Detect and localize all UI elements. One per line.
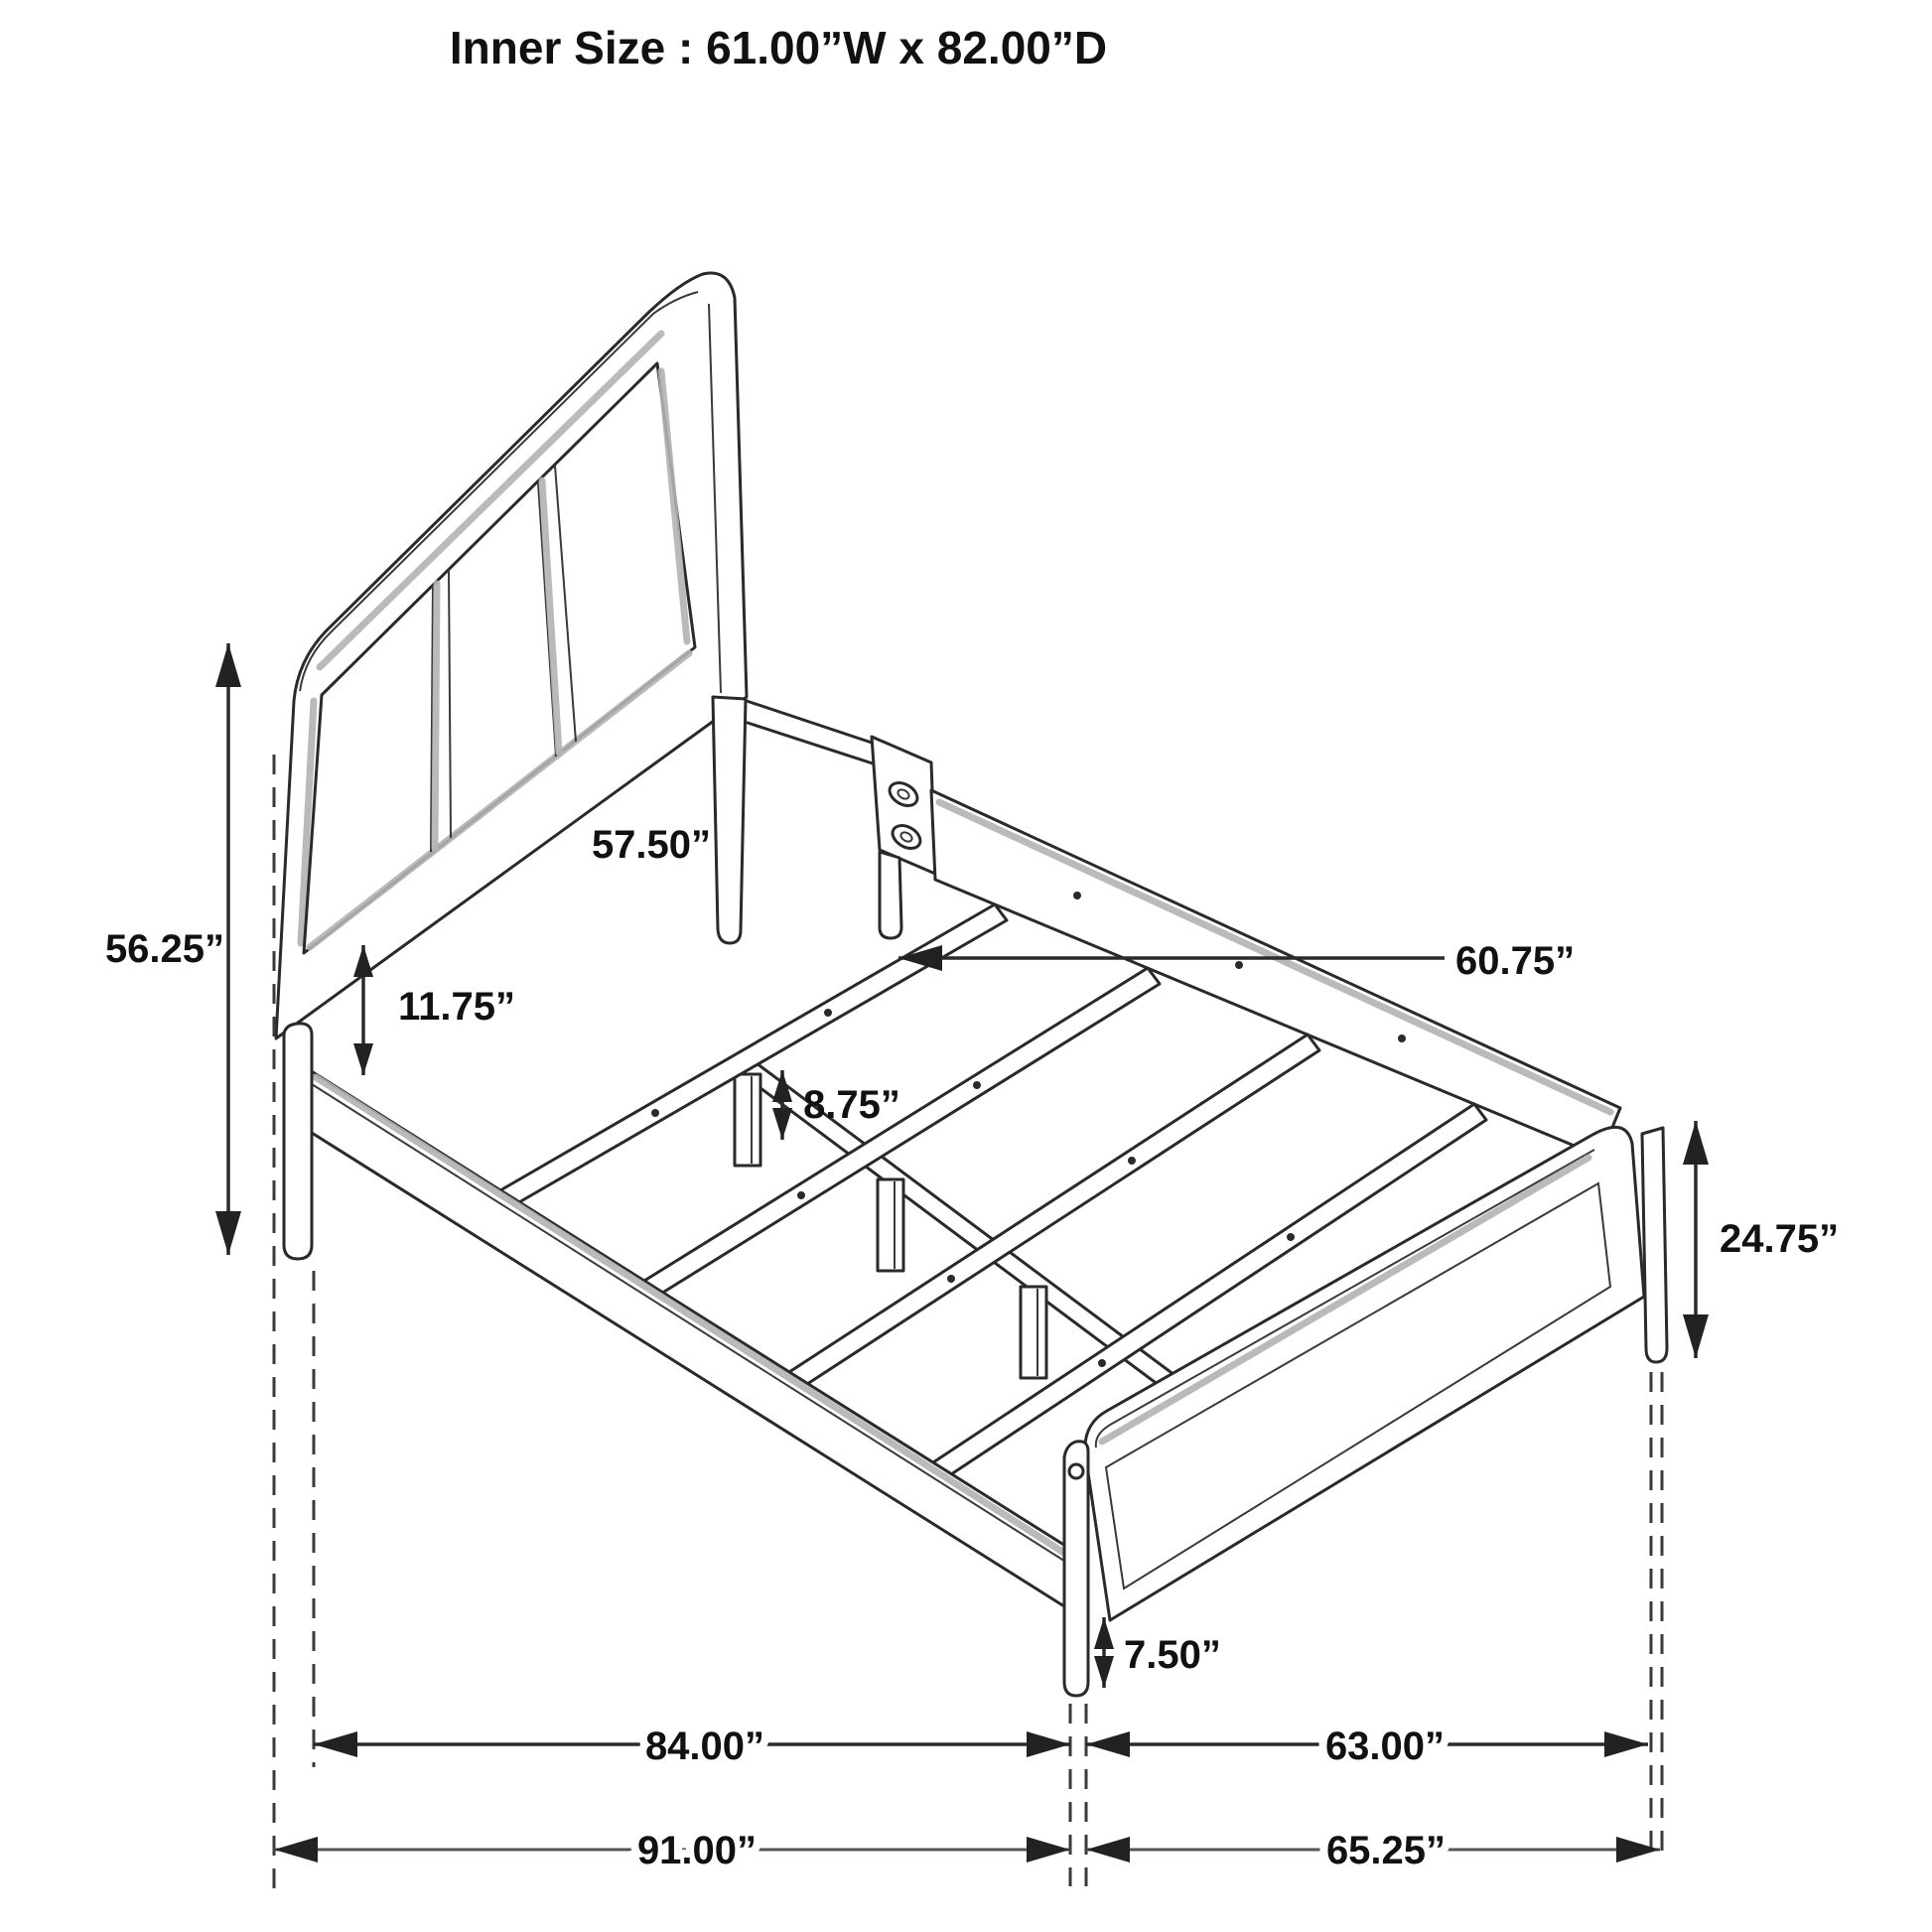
dim-label-overall-length: 91.00” (636, 1829, 758, 1872)
headboard (276, 273, 747, 1038)
diagram-title: Inner Size : 61.00”W x 82.00”D (449, 22, 1108, 73)
dim-label-footboard-leg-height: 7.50” (1124, 1633, 1221, 1677)
dim-label-center-leg-height: 8.75” (803, 1083, 900, 1127)
dim-label-inner-frame-width: 63.00” (1324, 1725, 1446, 1768)
headboard-leg-left (284, 1024, 312, 1259)
side-rail-near (304, 1070, 1070, 1606)
dim-label-slat-length: 60.75” (1455, 939, 1576, 983)
rail-mounting-bracket (747, 701, 935, 938)
dim-label-overall-width: 65.25” (1325, 1829, 1447, 1872)
dim-label-footboard-height: 24.75” (1720, 1217, 1840, 1261)
footboard-leg-hole (1069, 1464, 1083, 1478)
headboard-leg-right (713, 697, 746, 943)
footboard-leg-right (1642, 1128, 1667, 1362)
dim-label-headboard-width: 57.50” (591, 823, 712, 867)
footboard (1064, 1127, 1667, 1696)
dim-label-headboard-bottom-gap: 11.75” (398, 985, 515, 1029)
dimension-labels (105, 823, 1839, 1872)
bracket-leg (880, 852, 901, 938)
dim-label-headboard-height: 56.25” (104, 927, 225, 971)
dim-label-inner-frame-length: 84.00” (644, 1725, 765, 1768)
